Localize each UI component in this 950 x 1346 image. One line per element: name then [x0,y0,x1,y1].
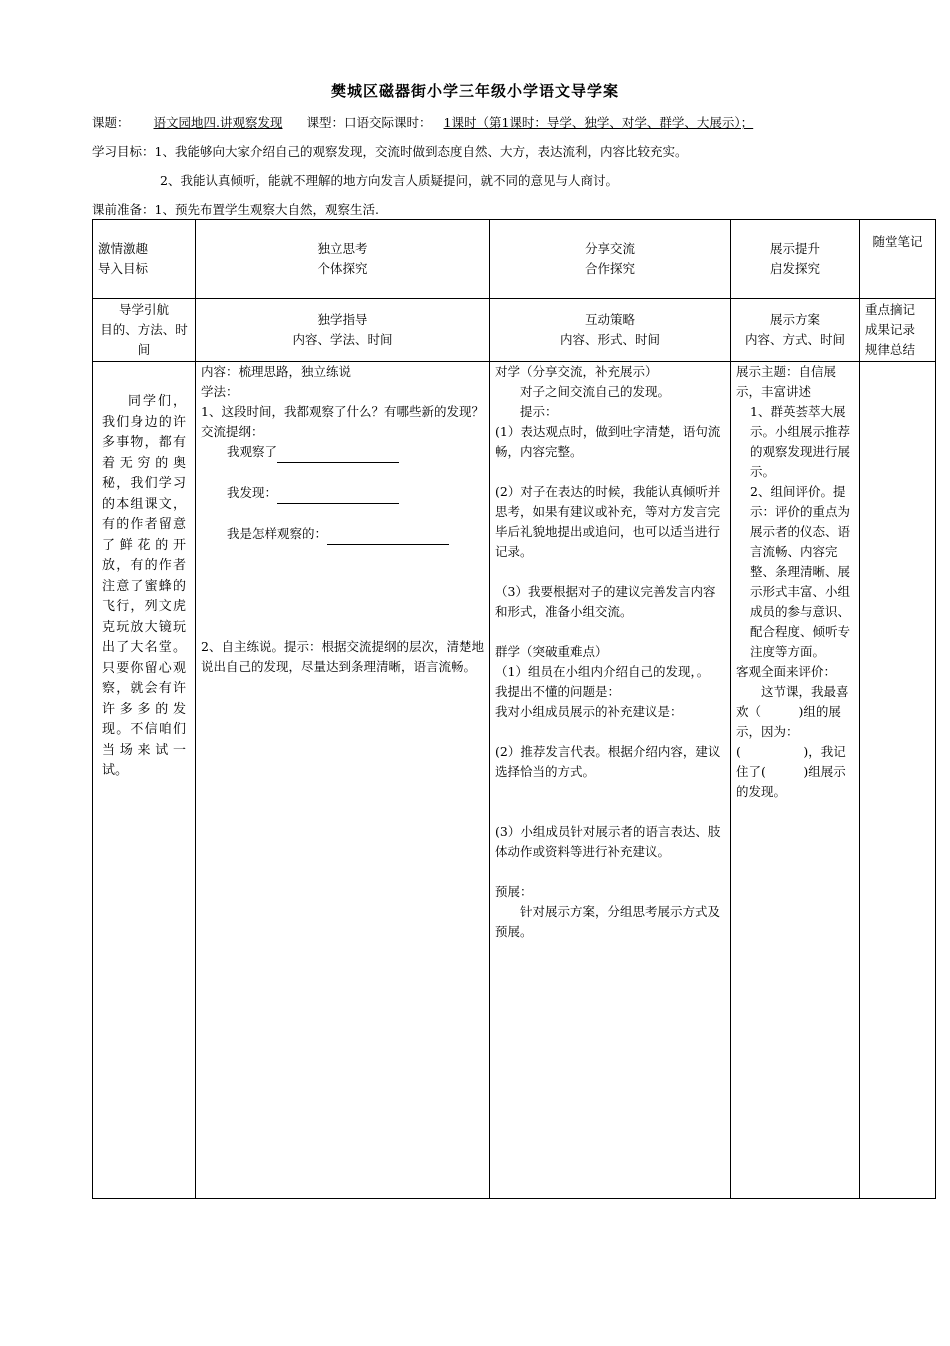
header-cell: 独立思考 个体探究 [196,220,490,299]
header-cell: 展示方案 内容、方式、时间 [731,299,860,362]
header-cell: 导学引航 目的、方法、时间 [93,299,196,362]
header-cell: 互动策略 内容、形式、时间 [490,299,731,362]
intro-cell [93,362,196,1199]
header-cell: 展示提升 启发探究 [731,220,860,299]
period-value: 1课时（第1课时：导学、独学、对学、群学、大展示）； [443,115,754,130]
answer-blank[interactable] [327,524,449,545]
topic-label: 课题： [92,115,130,130]
presentation-cell: 展示主题：自信展示，丰富讲述 1、群英荟萃大展示。小组展示推荐的观察发现进行展示。 2、组间评价。提示：评价的重点为展示者的仪态、语言流畅、内容完整、条理清晰、展示形式丰富、小组成员的参与意识、配合程度、倾听专注度等方面。 客观全面来评价： 这节课，我最喜欢（ )组的展示，因为：( )，我记住了( )组展示的发现。 [731,362,860,1199]
intro-text: 同学们，我们身边的许多事物，都有着无穷的奥秘，我们学习的本组课文，有的作者留意了鲜花的开放，有的作者注意了蜜蜂的飞行，列文虎克玩放大镜玩出了大名堂。只要你留心观察，就会有许许多多的发现。不信咱们当场来试一试。 [102,394,186,778]
header-cell: 独学指导 内容、学法、时间 [196,299,490,362]
preparation: 课前准备：1、预先布置学生观察大自然，观察生活. [92,202,379,217]
header-cell: 重点摘记 成果记录 规律总结 [860,299,936,362]
header-cell: 分享交流 合作探究 [490,220,731,299]
interaction-cell: 对学（分享交流，补充展示） 对子之间交流自己的发现。 提示： (1）表达观点时，做到吐字清楚，语句流畅，内容完整。 (2）对子在表达的时候，我能认真倾听并思考，如果有建议或补充，等对方发言完毕后礼貌地提出或追问，也可以适当进行记录。 （3）我要根据对子的建议完善发言内容和形式，准备小组交流。 群学（突破重难点） （1）组员在小组内介绍自己的发现，。 我提出不懂的问题是： 我对小组成员展示的补充建议是： (2）推荐发言代表。根据介绍内容，建议选择恰当的方式。 (3）小组成员针对展示者的语言表达、肢体动作或资料等进行补充建议。 预展： 针对展示方案，分组思考展示方式及预展。 [490,362,731,1199]
document-title: 樊城区磁器街小学三年级小学语文导学案 [330,82,619,100]
header-cell: 激情激趣 导入目标 [93,220,196,299]
content-row [93,362,936,1199]
independent-study-cell: 内容：梳理思路，独立练说 学法： 1、这段时间，我都观察了什么？有哪些新的发现？ 交流提纲： 我观察了 我发现： 我是怎样观察的： 2、自主练说。提示：根据交流提纲的层次，清楚地说出自己的发现，尽量达到条理清晰，语言流畅。 [196,362,490,1199]
header-cell: 随堂笔记 [860,220,936,299]
goal-1: 学习目标：1、我能够向大家介绍自己的观察发现，交流时做到态度自然、大方，表达流利，内容比较充实。 [92,144,688,159]
goal-2: 2、我能认真倾听，能就不理解的地方向发言人质疑提问，就不同的意见与人商讨。 [160,173,618,188]
topic-value: 语文园地四.讲观察发现 [153,115,283,130]
header-row-2 [93,299,936,362]
guide-table [92,219,936,1199]
answer-blank[interactable] [277,442,399,463]
type-label: 课型：口语交际课时： [306,115,432,130]
notes-cell[interactable] [860,362,936,1199]
topic-line [92,113,753,131]
answer-blank[interactable] [277,483,399,504]
header-row-1 [93,220,936,299]
